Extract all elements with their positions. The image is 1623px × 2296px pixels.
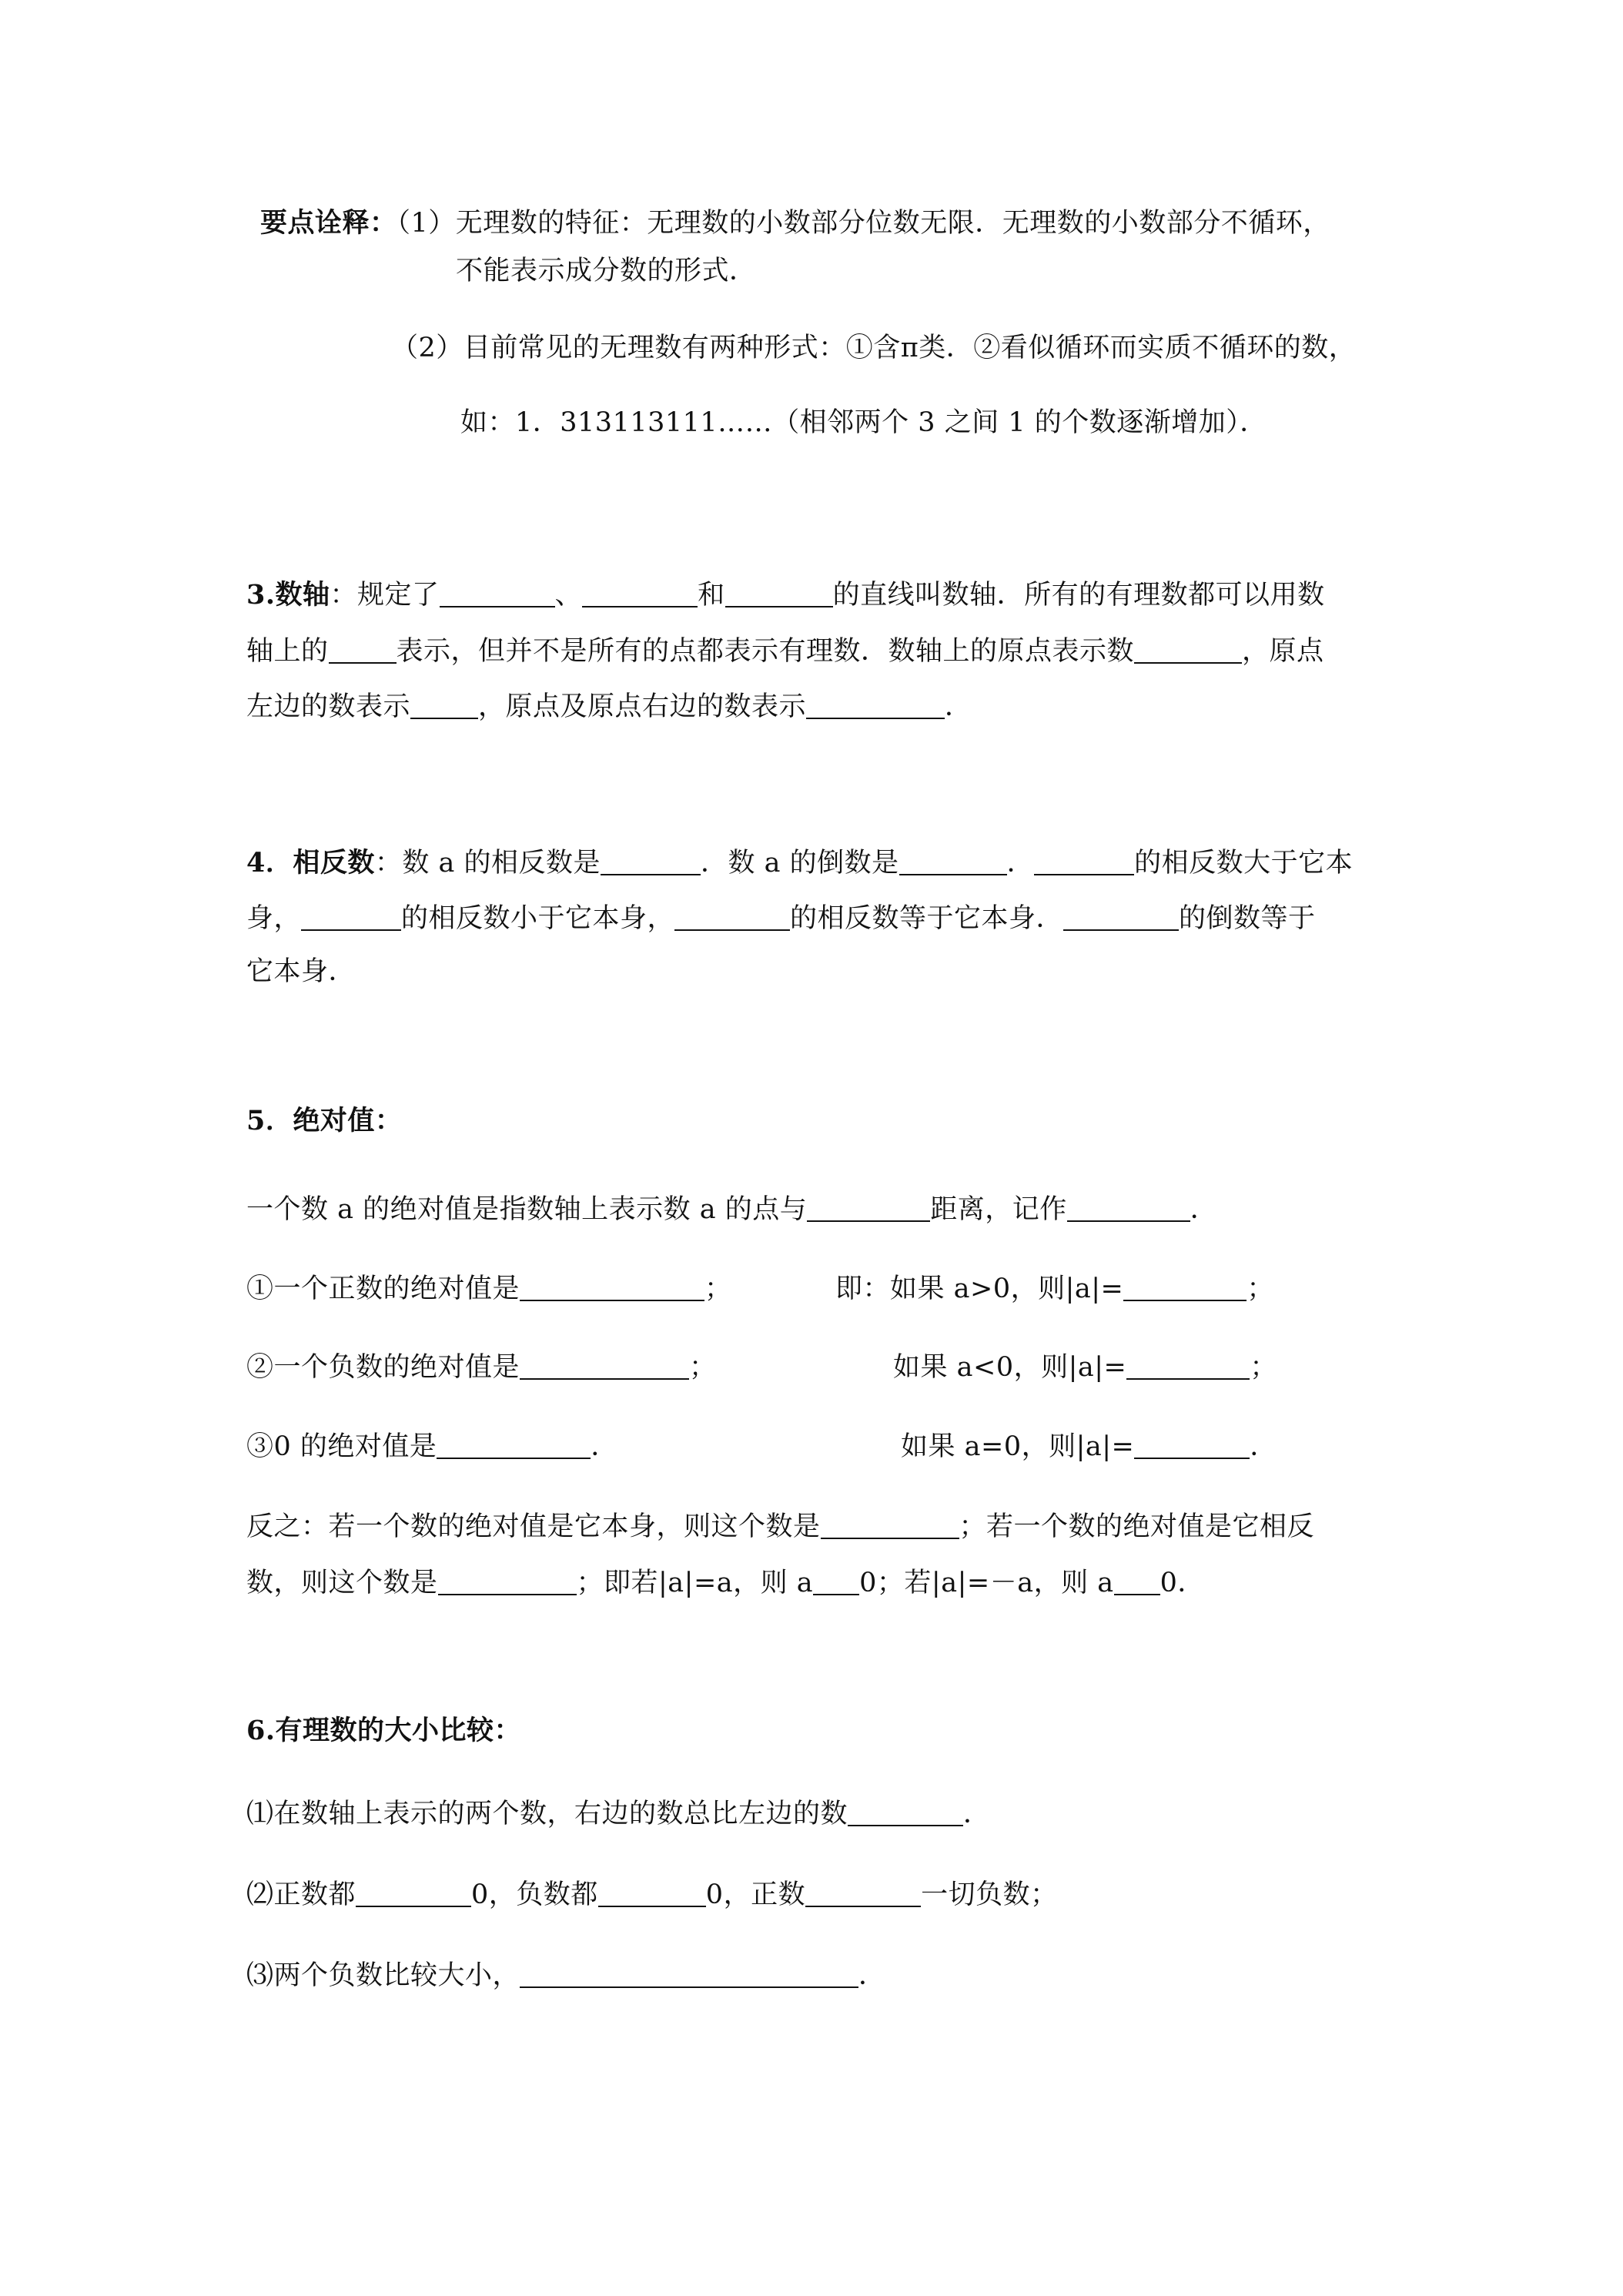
answer-blank[interactable] xyxy=(437,1431,591,1459)
section-5-definition xyxy=(246,1193,1217,1223)
text: 身， xyxy=(246,902,302,934)
answer-blank[interactable] xyxy=(438,1567,577,1595)
answer-blank[interactable] xyxy=(807,1193,930,1222)
text: 的相反数等于它本身． xyxy=(790,902,1064,934)
notes-paragraph-2 xyxy=(391,335,1356,362)
section-5-rule-3 xyxy=(246,1431,618,1461)
text: ．数 a 的倒数是 xyxy=(700,847,899,879)
text: 表示，但并不是所有的点都表示有理数．数轴上的原点表示数 xyxy=(396,635,1135,667)
answer-blank[interactable] xyxy=(1067,1193,1190,1222)
notes-text: （1）无理数的特征：无理数的小数部分位数无限．无理数的小数部分不循环， xyxy=(397,208,1330,239)
answer-blank[interactable] xyxy=(813,1567,859,1595)
text: 一个数 a 的绝对值是指数轴上表示数 a 的点与 xyxy=(246,1193,808,1225)
answer-blank[interactable] xyxy=(899,847,1007,875)
text: ． xyxy=(963,1798,991,1829)
answer-blank[interactable] xyxy=(410,691,478,719)
section-6-item-3 xyxy=(246,1960,886,1990)
text: 0，正数 xyxy=(705,1879,806,1910)
section-4-line-3 xyxy=(246,956,356,987)
answer-blank[interactable] xyxy=(821,1511,959,1539)
answer-blank[interactable] xyxy=(1134,635,1242,664)
answer-blank[interactable] xyxy=(329,635,397,664)
section-5-rule-1-formula xyxy=(835,1273,1274,1303)
section-6-item-1 xyxy=(246,1798,991,1828)
section-heading: 6.有理数的大小比较： xyxy=(246,1715,522,1746)
notes-text: （2）目前常见的无理数有两种形式：①含π类．②看似循环而实质不循环的数， xyxy=(391,333,1357,363)
text: 0；若|a|=－a，则 a xyxy=(859,1567,1114,1598)
answer-blank[interactable] xyxy=(1123,1273,1247,1301)
text: ，原点及原点右边的数表示 xyxy=(478,691,807,722)
answer-blank[interactable] xyxy=(848,1798,963,1826)
section-6-item-2 xyxy=(246,1879,1058,1909)
text: ； xyxy=(1250,1351,1277,1383)
section-5-rule-2 xyxy=(246,1351,717,1381)
notes-label: 要点诠释： xyxy=(260,207,397,239)
text: ． xyxy=(1006,847,1035,879)
text: 反之：若一个数的绝对值是它本身，则这个数是 xyxy=(246,1511,821,1542)
answer-blank[interactable] xyxy=(582,579,698,607)
section-5-heading xyxy=(246,1107,402,1135)
text: 和 xyxy=(698,579,725,611)
answer-blank[interactable] xyxy=(1034,847,1134,875)
section-3-line-1 xyxy=(246,579,1325,609)
answer-blank[interactable] xyxy=(1063,902,1179,931)
text: ； xyxy=(704,1273,732,1304)
answer-blank[interactable] xyxy=(1134,1431,1250,1459)
notes-paragraph-2-cont xyxy=(460,407,1267,438)
notes-text: 如：1．313113111……（相邻两个 3 之间 1 的个数逐渐增加）． xyxy=(460,407,1267,438)
section-heading: 5．绝对值： xyxy=(246,1105,403,1136)
answer-blank[interactable] xyxy=(1114,1567,1160,1595)
section-heading: 4．相反数 xyxy=(246,846,375,879)
answer-blank[interactable] xyxy=(440,579,555,607)
text: ：数 a 的相反数是 xyxy=(374,847,601,879)
text: ⑴在数轴上表示的两个数，右边的数总比左边的数 xyxy=(246,1798,848,1829)
text: 距离，记作 xyxy=(930,1193,1067,1225)
text: 的相反数小于它本身， xyxy=(401,902,675,934)
answer-blank[interactable] xyxy=(674,902,790,931)
section-heading: 3.数轴 xyxy=(246,578,330,611)
notes-paragraph-1 xyxy=(260,209,1330,237)
answer-blank[interactable] xyxy=(356,1879,471,1907)
text: 0，负数都 xyxy=(471,1879,598,1910)
answer-blank[interactable] xyxy=(520,1960,858,1988)
section-4-line-2 xyxy=(246,902,1316,932)
text: 一切负数； xyxy=(921,1879,1058,1910)
answer-blank[interactable] xyxy=(520,1273,704,1301)
text: 如果 a<0，则|a|= xyxy=(893,1351,1127,1383)
text: ②一个负数的绝对值是 xyxy=(246,1351,520,1383)
text: 、 xyxy=(554,579,583,611)
text: ． xyxy=(591,1431,618,1462)
section-3-line-3 xyxy=(246,691,972,721)
section-4-line-1 xyxy=(246,847,1353,877)
section-5-rule-3-formula xyxy=(901,1431,1277,1461)
text: ⑶两个负数比较大小， xyxy=(246,1960,520,1991)
notes-text: 不能表示成分数的形式． xyxy=(456,256,757,286)
text: ． xyxy=(945,691,972,722)
text: 0． xyxy=(1160,1567,1205,1598)
answer-blank[interactable] xyxy=(805,1879,921,1907)
answer-blank[interactable] xyxy=(806,691,945,719)
text: ；即若|a|=a，则 a xyxy=(576,1567,814,1598)
text: ． xyxy=(1250,1431,1277,1462)
text: ． xyxy=(1190,1193,1218,1225)
text: 轴上的 xyxy=(246,635,329,667)
text: ①一个正数的绝对值是 xyxy=(246,1273,520,1304)
text: 的倒数等于 xyxy=(1179,902,1316,934)
text: ，原点 xyxy=(1242,635,1324,667)
text: ⑵正数都 xyxy=(246,1879,356,1910)
section-5-rule-1 xyxy=(246,1273,732,1303)
text: 它本身． xyxy=(246,956,356,987)
text: ； xyxy=(689,1351,717,1383)
section-3-line-2 xyxy=(246,635,1324,665)
text: ③0 的绝对值是 xyxy=(246,1431,437,1462)
section-6-heading xyxy=(246,1717,521,1745)
answer-blank[interactable] xyxy=(520,1351,689,1380)
text: ：规定了 xyxy=(330,579,440,611)
answer-blank[interactable] xyxy=(601,847,701,875)
text: 的相反数大于它本 xyxy=(1134,847,1354,879)
text: 左边的数表示 xyxy=(246,691,411,722)
text: 数，则这个数是 xyxy=(246,1567,438,1598)
text: 如果 a=0，则|a|= xyxy=(901,1431,1135,1462)
text: 的直线叫数轴．所有的有理数都可以用数 xyxy=(832,579,1325,611)
text: ． xyxy=(858,1960,886,1991)
section-5-converse-1 xyxy=(246,1511,1314,1541)
answer-blank[interactable] xyxy=(725,579,833,607)
text: ； xyxy=(1247,1273,1274,1304)
text: 即：如果 a>0，则|a|= xyxy=(835,1273,1124,1304)
notes-paragraph-1-cont xyxy=(456,258,757,285)
section-5-converse-2 xyxy=(246,1567,1205,1597)
answer-blank[interactable] xyxy=(1126,1351,1250,1380)
answer-blank[interactable] xyxy=(301,902,401,931)
section-5-rule-2-formula xyxy=(893,1351,1277,1381)
text: ；若一个数的绝对值是它相反 xyxy=(959,1511,1315,1542)
answer-blank[interactable] xyxy=(598,1879,706,1907)
